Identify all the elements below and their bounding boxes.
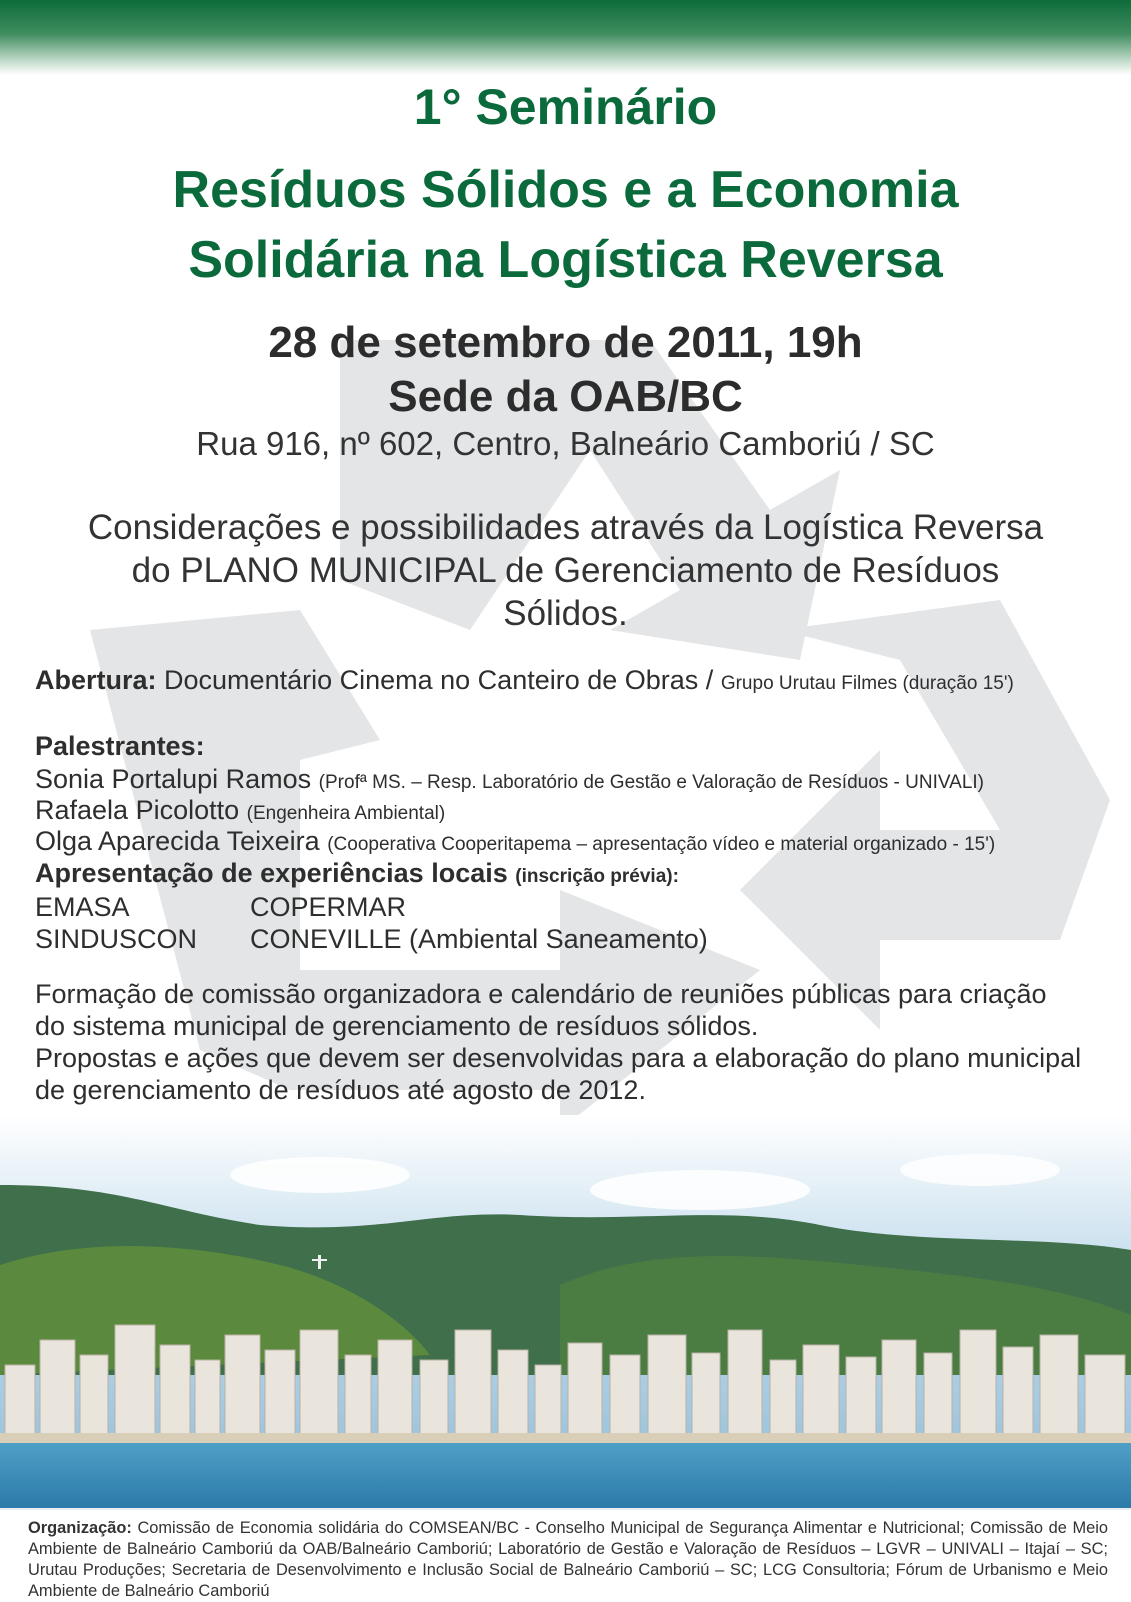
organization-text — [28, 1518, 1108, 1602]
speaker-detail: (Profª MS. – Resp. Laboratório de Gestão e Valoração de Resíduos - UNIVALI) — [318, 772, 984, 793]
theme-line-3: Sólidos. — [503, 594, 628, 633]
organization-list: Comissão de Economia solidária do COMSEAN/BC - Conselho Municipal de Segurança Alimentar e Nutricional; Comissão de Meio Ambiente de Balneário Camboriú da OAB/Balneário Camboriú; Laboratório de Gestão e Valoração de Resíduos – LGVR – UNIVALI – Itajaí – SC; Urutau Produções; Secretaria de Desenvolvimento e Inclusão Social de Balneário Camboriú – SC; LCG Consultoria; Fórum de Urbanismo e Meio Ambiente de Balneário Camboriú — [28, 1519, 1108, 1600]
speaker-detail: (Engenheira Ambiental) — [246, 803, 446, 824]
title-line-1: 1° Seminário — [413, 79, 718, 135]
speaker-name: Olga Aparecida Teixeira — [35, 826, 320, 856]
experience-row — [35, 924, 708, 955]
experience-left: SINDUSCON — [35, 924, 198, 954]
experiences-heading: Apresentação de experiências locais — [35, 858, 508, 888]
speaker-detail: (Cooperativa Cooperitapema – apresentação vídeo e material organizado - 15') — [327, 834, 996, 855]
event-date: 28 de setembro de 2011, 19h — [268, 318, 863, 367]
notes-line-4: de gerenciamento de resíduos até agosto de 2012. — [35, 1075, 646, 1105]
event-address: Rua 916, nº 602, Centro, Balneário Camboriú / SC — [196, 425, 935, 462]
theme-line-2: do PLANO MUNICIPAL de Gerenciamento de Resíduos — [131, 551, 1000, 590]
opening-line — [35, 665, 1014, 696]
speaker-name: Rafaela Picolotto — [35, 795, 240, 825]
notes-line-2: do sistema municipal de gerenciamento de resíduos sólidos. — [35, 1011, 759, 1041]
experiences-note: (inscrição prévia): — [515, 866, 679, 887]
title-line-2: Resíduos Sólidos e a Economia — [172, 161, 959, 219]
opening-title: Documentário Cinema no Canteiro de Obras / — [164, 665, 714, 695]
theme-text — [30, 506, 1101, 635]
experience-left: EMASA — [35, 892, 130, 922]
city-landscape-image — [0, 1115, 1131, 1510]
speakers-heading: Palestrantes: — [35, 731, 205, 761]
top-green-band — [0, 0, 1131, 75]
experience-right: CONEVILLE (Ambiental Saneamento) — [250, 924, 708, 954]
opening-detail: Grupo Urutau Filmes (duração 15') — [720, 673, 1014, 694]
speaker-item — [35, 795, 445, 826]
speaker-item — [35, 764, 984, 795]
title-line-3: Solidária na Logística Reversa — [188, 231, 943, 289]
event-venue: Sede da OAB/BC — [388, 372, 743, 421]
organization-footer — [0, 1510, 1131, 1600]
notes-line-3: Propostas e ações que devem ser desenvolvidas para a elaboração do plano municipal — [35, 1043, 1082, 1073]
experience-right: COPERMAR — [250, 892, 407, 922]
notes-paragraph — [35, 978, 1095, 1106]
theme-line-1: Considerações e possibilidades através da Logística Reversa — [87, 508, 1044, 547]
speaker-name: Sonia Portalupi Ramos — [35, 764, 312, 794]
experience-row — [35, 892, 407, 923]
experiences-heading-line — [35, 858, 679, 889]
speaker-item — [35, 826, 995, 857]
opening-label: Abertura: — [35, 665, 157, 695]
notes-line-1: Formação de comissão organizadora e calendário de reuniões públicas para criação — [35, 979, 1047, 1009]
organization-label: Organização: — [28, 1519, 132, 1537]
